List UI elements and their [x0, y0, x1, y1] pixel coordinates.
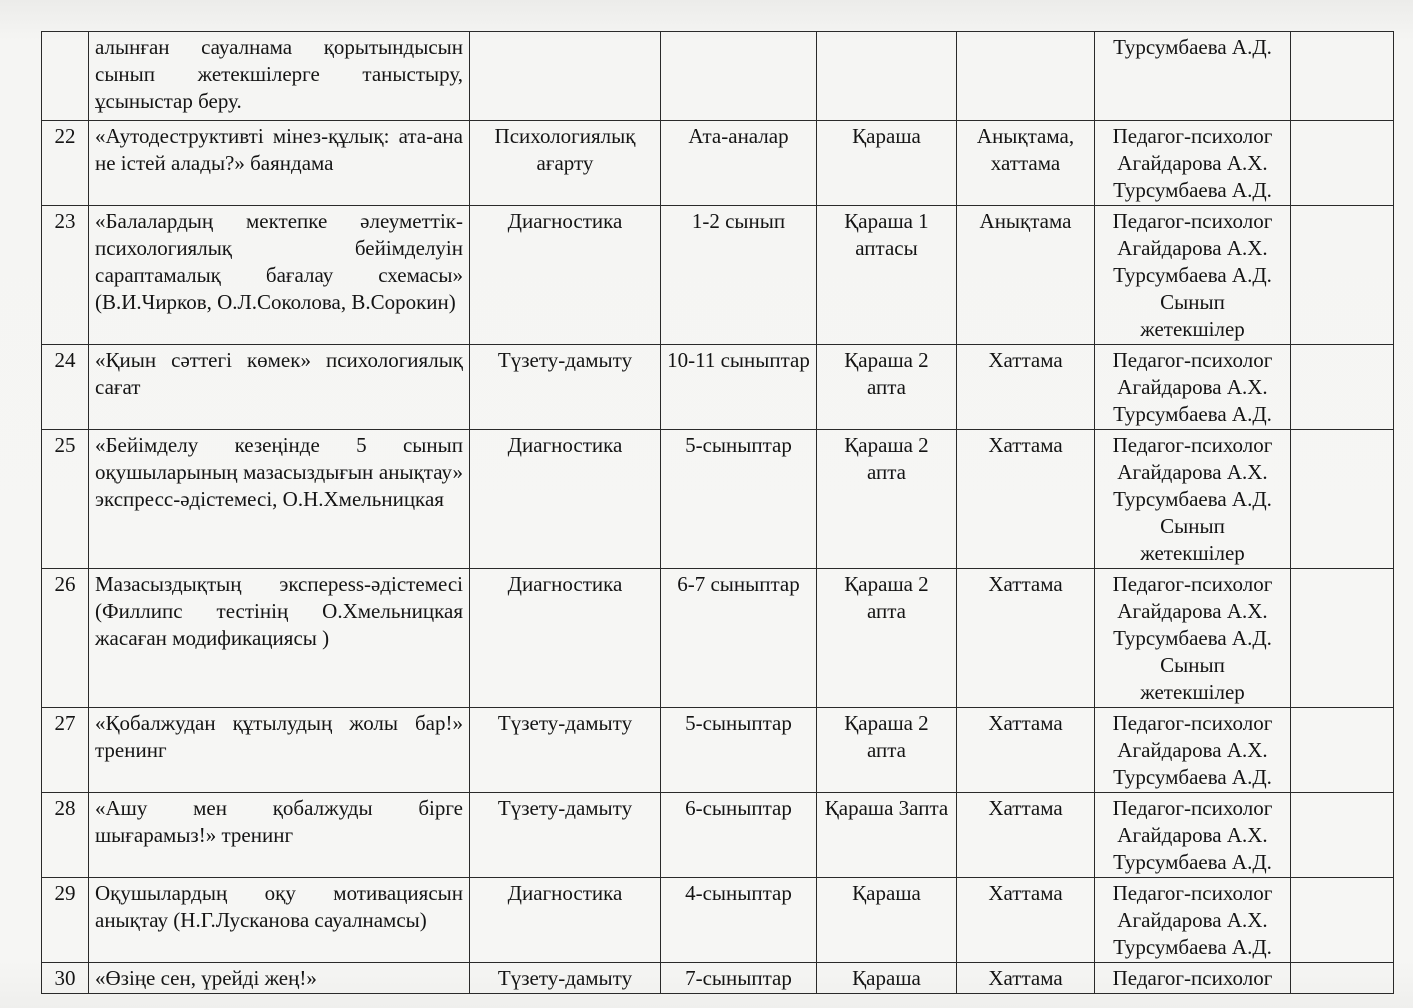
notes-cell [1291, 963, 1394, 994]
report-form: Хаттама [957, 963, 1095, 994]
event-date: Қараша 2 апта [817, 569, 957, 708]
row-number: 23 [42, 206, 89, 345]
responsible-person: Педагог-психолог [1112, 209, 1273, 233]
notes-cell [1291, 708, 1394, 793]
target-audience: 6-сыныптар [661, 793, 817, 878]
table-row [42, 793, 1394, 878]
target-audience: 5-сыныптар [661, 708, 817, 793]
responsible-persons [1095, 569, 1291, 708]
responsible-person: Сынып [1160, 290, 1225, 314]
responsible-person: Педагог-психолог [1112, 711, 1273, 735]
row-number: 27 [42, 708, 89, 793]
report-form: Хаттама [957, 345, 1095, 430]
responsible-person: Педагог-психолог [1112, 348, 1273, 372]
event-type: Түзету-дамыту [470, 963, 661, 994]
responsible-person: Турсумбаева А.Д. [1113, 402, 1272, 426]
target-audience [661, 32, 817, 121]
event-title: «Қиын сәттегі көмек» психологиялық сағат [89, 345, 470, 430]
responsible-person: Агайдарова А.Х. [1117, 908, 1268, 932]
event-type: Диагностика [470, 206, 661, 345]
row-number [42, 32, 89, 121]
work-plan-table [41, 31, 1394, 994]
report-form: Хаттама [957, 708, 1095, 793]
target-audience: Ата-аналар [661, 121, 817, 206]
responsible-person: Сынып [1160, 653, 1225, 677]
event-title: Оқушылардың оқу мотивациясын анықтау (Н.Г.Лусканова сауалнамсы) [89, 878, 470, 963]
responsible-persons [1095, 793, 1291, 878]
notes-cell [1291, 206, 1394, 345]
report-form: Хаттама [957, 793, 1095, 878]
event-type: Диагностика [470, 430, 661, 569]
report-form: Анықтама [957, 206, 1095, 345]
notes-cell [1291, 121, 1394, 206]
responsible-person: Турсумбаева А.Д. [1113, 35, 1272, 59]
table-row [42, 345, 1394, 430]
responsible-person: Турсумбаева А.Д. [1113, 263, 1272, 287]
row-number: 28 [42, 793, 89, 878]
row-number: 24 [42, 345, 89, 430]
responsible-persons [1095, 878, 1291, 963]
responsible-person: Агайдарова А.Х. [1117, 375, 1268, 399]
event-date: Қараша 2 апта [817, 708, 957, 793]
table-body [42, 32, 1394, 994]
event-type: Психологиялық ағарту [470, 121, 661, 206]
responsible-person: Педагог-психолог [1112, 796, 1273, 820]
responsible-persons [1095, 708, 1291, 793]
event-date: Қараша [817, 878, 957, 963]
row-number: 30 [42, 963, 89, 994]
event-title: «Аутодеструктивті мінез-құлық: ата-ана не істей алады?» баяндама [89, 121, 470, 206]
notes-cell [1291, 793, 1394, 878]
responsible-person: Сынып [1160, 514, 1225, 538]
row-number: 26 [42, 569, 89, 708]
event-title: «Балалардың мектепке әлеуметтік-психологиялық бейімделуін сараптамалық бағалау схемасы» (В.И.Чирков, О.Л.Соколова, В.Сорокин) [89, 206, 470, 345]
report-form [957, 32, 1095, 121]
table-row [42, 878, 1394, 963]
responsible-person: Турсумбаева А.Д. [1113, 178, 1272, 202]
responsible-person: жетекшілер [1140, 317, 1245, 341]
row-number: 25 [42, 430, 89, 569]
notes-cell [1291, 345, 1394, 430]
table-row [42, 569, 1394, 708]
responsible-persons [1095, 963, 1291, 994]
table-row [42, 963, 1394, 994]
table-row [42, 708, 1394, 793]
event-date [817, 32, 957, 121]
notes-cell [1291, 430, 1394, 569]
table-row [42, 430, 1394, 569]
notes-cell [1291, 32, 1394, 121]
responsible-person: Агайдарова А.Х. [1117, 151, 1268, 175]
event-type: Түзету-дамыту [470, 345, 661, 430]
event-title: «Өзіңе сен, үрейді жең!» [89, 963, 470, 994]
responsible-person: Агайдарова А.Х. [1117, 738, 1268, 762]
responsible-person: жетекшілер [1140, 541, 1245, 565]
responsible-persons [1095, 430, 1291, 569]
event-title: алынған сауалнама қорытындысын сынып жетекшілерге таныстыру, ұсыныстар беру. [89, 32, 470, 121]
responsible-person: Агайдарова А.Х. [1117, 599, 1268, 623]
report-form: Хаттама [957, 878, 1095, 963]
table-row [42, 206, 1394, 345]
row-number: 22 [42, 121, 89, 206]
event-date: Қараша [817, 963, 957, 994]
event-type: Түзету-дамыту [470, 708, 661, 793]
event-date: Қараша 2 апта [817, 430, 957, 569]
responsible-person: Турсумбаева А.Д. [1113, 765, 1272, 789]
report-form: Анықтама, хаттама [957, 121, 1095, 206]
event-date: Қараша [817, 121, 957, 206]
responsible-persons [1095, 345, 1291, 430]
responsible-persons [1095, 32, 1291, 121]
responsible-persons [1095, 206, 1291, 345]
event-title: «Ашу мен қобалжуды бірге шығарамыз!» тренинг [89, 793, 470, 878]
row-number: 29 [42, 878, 89, 963]
table-row [42, 32, 1394, 121]
report-form: Хаттама [957, 569, 1095, 708]
event-date: Қараша 3апта [817, 793, 957, 878]
event-type: Диагностика [470, 878, 661, 963]
notes-cell [1291, 569, 1394, 708]
notes-cell [1291, 878, 1394, 963]
event-date: Қараша 1 аптасы [817, 206, 957, 345]
responsible-person: Педагог-психолог [1112, 433, 1273, 457]
responsible-person: Агайдарова А.Х. [1117, 460, 1268, 484]
responsible-person: Турсумбаева А.Д. [1113, 850, 1272, 874]
target-audience: 7-сыныптар [661, 963, 817, 994]
event-title: «Қобалжудан құтылудың жолы бар!» тренинг [89, 708, 470, 793]
target-audience: 5-сыныптар [661, 430, 817, 569]
target-audience: 1-2 сынып [661, 206, 817, 345]
event-title: «Бейімделу кезеңінде 5 сынып оқушыларының мазасыздығын анықтау» экспресс-әдістемесі, О.Н.Хмельницкая [89, 430, 470, 569]
event-type [470, 32, 661, 121]
responsible-person: Агайдарова А.Х. [1117, 236, 1268, 260]
target-audience: 10-11 сыныптар [661, 345, 817, 430]
responsible-person: жетекшілер [1140, 680, 1245, 704]
responsible-person: Турсумбаева А.Д. [1113, 487, 1272, 511]
responsible-person: Турсумбаева А.Д. [1113, 626, 1272, 650]
event-type: Диагностика [470, 569, 661, 708]
target-audience: 4-сыныптар [661, 878, 817, 963]
table-row [42, 121, 1394, 206]
responsible-person: Турсумбаева А.Д. [1113, 935, 1272, 959]
responsible-person: Педагог-психолог [1112, 124, 1273, 148]
responsible-person: Педагог-психолог [1112, 966, 1273, 990]
responsible-persons [1095, 121, 1291, 206]
target-audience: 6-7 сыныптар [661, 569, 817, 708]
responsible-person: Педагог-психолог [1112, 572, 1273, 596]
event-date: Қараша 2 апта [817, 345, 957, 430]
event-title: Мазасыздықтың эксперess-әдістемесі (Филлипс тестінің О.Хмельницкая жасаған модификациясы ) [89, 569, 470, 708]
responsible-person: Педагог-психолог [1112, 881, 1273, 905]
event-type: Түзету-дамыту [470, 793, 661, 878]
responsible-person: Агайдарова А.Х. [1117, 823, 1268, 847]
report-form: Хаттама [957, 430, 1095, 569]
